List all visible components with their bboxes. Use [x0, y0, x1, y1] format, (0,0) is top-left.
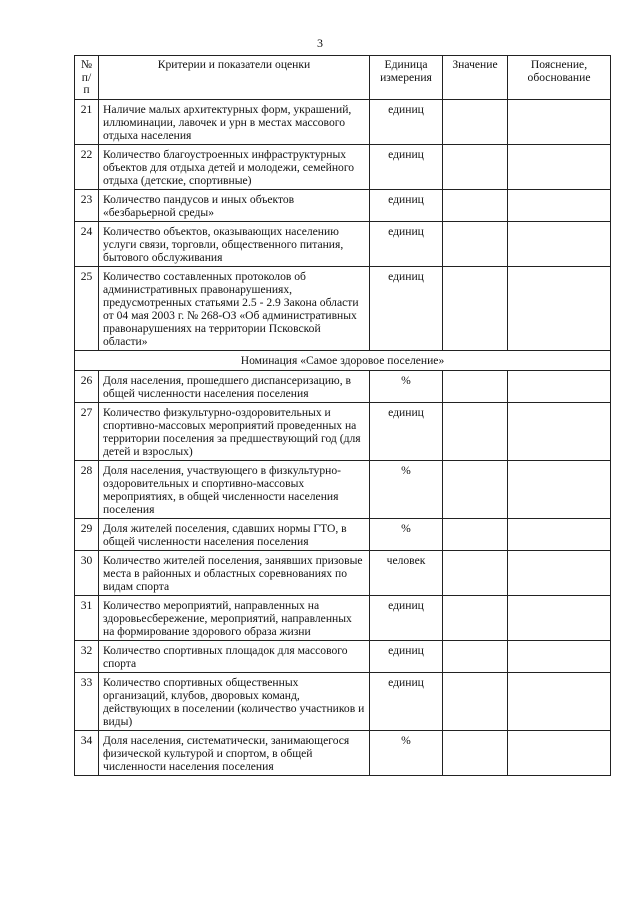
- row-unit: единиц: [370, 640, 443, 672]
- table-row: [75, 189, 611, 221]
- row-explanation-cell: [508, 595, 611, 640]
- row-explanation-cell: [508, 730, 611, 775]
- row-value-cell: [443, 266, 508, 350]
- header-num: № п/п: [75, 56, 99, 100]
- row-unit: %: [370, 730, 443, 775]
- row-explanation-cell: [508, 221, 611, 266]
- row-criteria: Количество мероприятий, направленных на здоровьесбережение, мероприятий, направленных на формирование здорового образа жизни: [99, 595, 370, 640]
- row-number: 27: [75, 402, 99, 460]
- row-number: 24: [75, 221, 99, 266]
- row-criteria: Наличие малых архитектурных форм, украшений, иллюминации, лавочек и урн в местах массового отдыха населения: [99, 99, 370, 144]
- row-number: 23: [75, 189, 99, 221]
- row-unit: %: [370, 370, 443, 402]
- row-value-cell: [443, 595, 508, 640]
- row-value-cell: [443, 550, 508, 595]
- page-number: 3: [317, 36, 323, 50]
- row-number: 31: [75, 595, 99, 640]
- row-value-cell: [443, 144, 508, 189]
- row-unit: единиц: [370, 402, 443, 460]
- table-row: [75, 266, 611, 350]
- table-row: [75, 640, 611, 672]
- table-section: [75, 350, 611, 370]
- table-row: [75, 402, 611, 460]
- row-unit: единиц: [370, 672, 443, 730]
- row-explanation-cell: [508, 640, 611, 672]
- row-unit: %: [370, 460, 443, 518]
- row-number: 34: [75, 730, 99, 775]
- row-criteria: Доля населения, прошедшего диспансеризацию, в общей численности населения поселения: [99, 370, 370, 402]
- row-unit: единиц: [370, 144, 443, 189]
- table-body-before-section: [75, 99, 611, 350]
- table-row: [75, 460, 611, 518]
- section-title: Номинация «Самое здоровое поселение»: [75, 350, 611, 370]
- row-explanation-cell: [508, 460, 611, 518]
- criteria-table: [74, 55, 611, 776]
- row-explanation-cell: [508, 189, 611, 221]
- row-value-cell: [443, 370, 508, 402]
- row-explanation-cell: [508, 672, 611, 730]
- table-body-after-section: [75, 370, 611, 775]
- row-criteria: Доля жителей поселения, сдавших нормы ГТО, в общей численности населения поселения: [99, 518, 370, 550]
- table-row: [75, 595, 611, 640]
- row-value-cell: [443, 189, 508, 221]
- table-row: [75, 518, 611, 550]
- row-value-cell: [443, 460, 508, 518]
- header-value: Значение: [443, 56, 508, 100]
- header-unit: Единица измерения: [370, 56, 443, 100]
- row-unit: единиц: [370, 221, 443, 266]
- table-row: [75, 370, 611, 402]
- header-criteria: Критерии и показатели оценки: [99, 56, 370, 100]
- row-criteria: Доля населения, участвующего в физкультурно-оздоровительных и спортивно-массовых мероприятиях, в общей численности населения поселения: [99, 460, 370, 518]
- row-value-cell: [443, 402, 508, 460]
- row-number: 28: [75, 460, 99, 518]
- table-row: [75, 672, 611, 730]
- row-value-cell: [443, 640, 508, 672]
- row-criteria: Количество жителей поселения, занявших призовые места в районных и областных соревнованиях по видам спорта: [99, 550, 370, 595]
- row-criteria: Количество благоустроенных инфраструктурных объектов для отдыха детей и молодежи, семейного отдыха (детские, спортивные): [99, 144, 370, 189]
- row-explanation-cell: [508, 144, 611, 189]
- row-unit: единиц: [370, 595, 443, 640]
- row-number: 26: [75, 370, 99, 402]
- row-criteria: Количество спортивных площадок для массового спорта: [99, 640, 370, 672]
- row-criteria: Количество пандусов и иных объектов «безбарьерной среды»: [99, 189, 370, 221]
- row-explanation-cell: [508, 99, 611, 144]
- row-number: 32: [75, 640, 99, 672]
- row-number: 29: [75, 518, 99, 550]
- table-row: [75, 99, 611, 144]
- row-value-cell: [443, 99, 508, 144]
- table-row: [75, 144, 611, 189]
- row-unit: человек: [370, 550, 443, 595]
- row-unit: единиц: [370, 266, 443, 350]
- row-criteria: Количество спортивных общественных организаций, клубов, дворовых команд, действующих в поселении (количество участников и виды): [99, 672, 370, 730]
- row-explanation-cell: [508, 550, 611, 595]
- row-value-cell: [443, 518, 508, 550]
- table-row: [75, 221, 611, 266]
- row-value-cell: [443, 221, 508, 266]
- table-row: [75, 730, 611, 775]
- header-explanation: Пояснение, обоснование: [508, 56, 611, 100]
- row-explanation-cell: [508, 370, 611, 402]
- row-criteria: Доля населения, систематически, занимающегося физической культурой и спортом, в общей численности населения поселения: [99, 730, 370, 775]
- row-number: 25: [75, 266, 99, 350]
- section-row: [75, 350, 611, 370]
- row-value-cell: [443, 672, 508, 730]
- row-number: 21: [75, 99, 99, 144]
- table-header-row: [75, 56, 611, 100]
- row-unit: единиц: [370, 189, 443, 221]
- row-unit: единиц: [370, 99, 443, 144]
- table-row: [75, 550, 611, 595]
- row-criteria: Количество физкультурно-оздоровительных и спортивно-массовых мероприятий проведенных на территории поселения за предшествующий год (для детей и взрослых): [99, 402, 370, 460]
- row-value-cell: [443, 730, 508, 775]
- row-explanation-cell: [508, 266, 611, 350]
- row-criteria: Количество составленных протоколов об административных правонарушениях, предусмотренных статьями 2.5 - 2.9 Закона области от 04 мая 2003 г. № 268-ОЗ «Об административных правонарушениях на территории Псковской области»: [99, 266, 370, 350]
- row-criteria: Количество объектов, оказывающих населению услуги связи, торговли, общественного питания, бытового обслуживания: [99, 221, 370, 266]
- row-number: 33: [75, 672, 99, 730]
- row-unit: %: [370, 518, 443, 550]
- row-number: 22: [75, 144, 99, 189]
- row-explanation-cell: [508, 402, 611, 460]
- row-number: 30: [75, 550, 99, 595]
- row-explanation-cell: [508, 518, 611, 550]
